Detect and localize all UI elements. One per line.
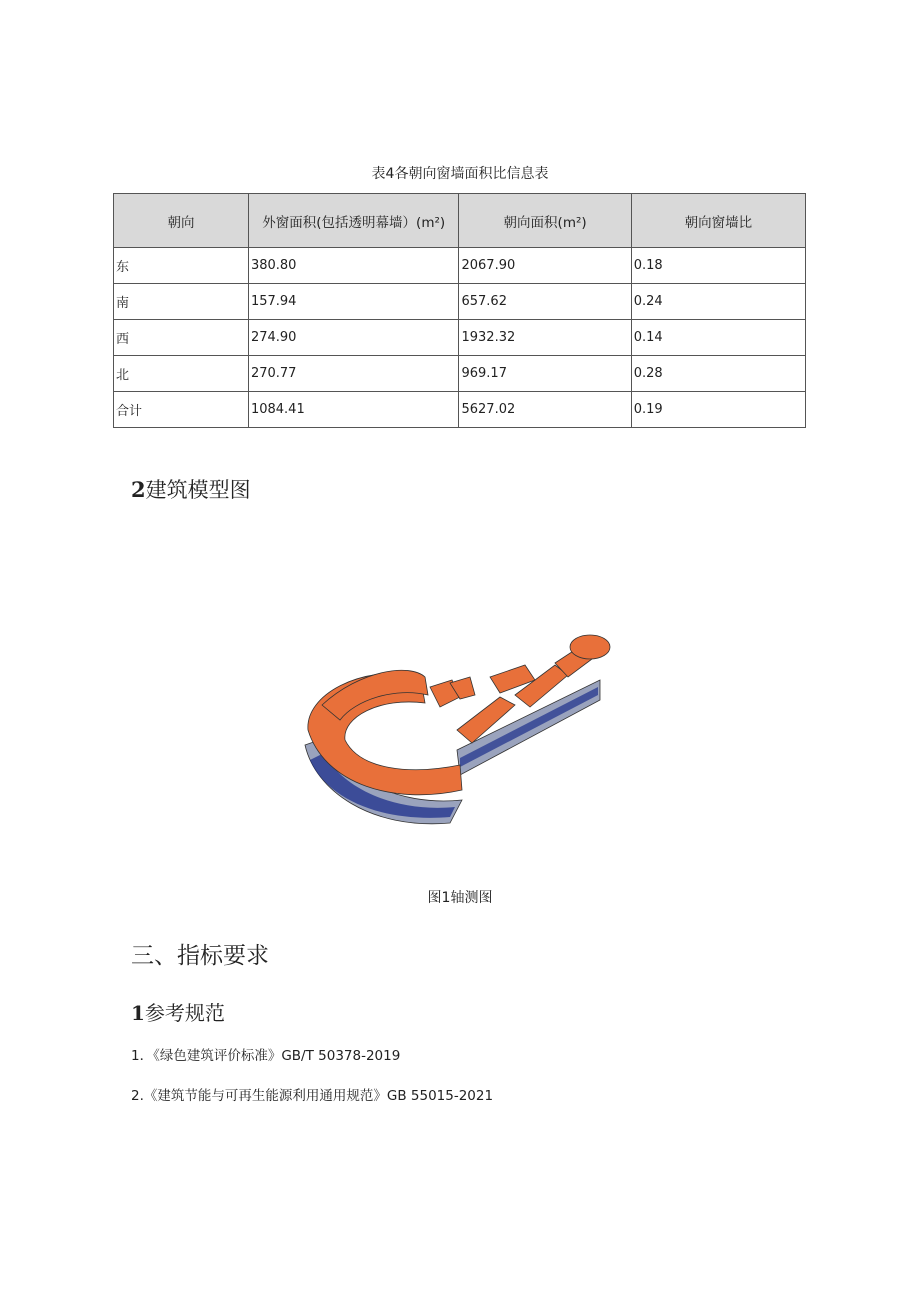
- table-row: [114, 248, 806, 284]
- cell-orientation-area: 1932.32: [459, 320, 631, 356]
- cell-window-area: 270.77: [248, 356, 459, 392]
- cell-orientation: 南: [114, 284, 249, 320]
- table-row: [114, 320, 806, 356]
- cell-ratio: 0.14: [631, 320, 805, 356]
- section-heading-requirements: 三、指标要求: [131, 943, 269, 969]
- header-orientation-area: 朝向面积(m²): [459, 194, 631, 248]
- heading-number: 2: [131, 477, 146, 502]
- heading-title: 建筑模型图: [145, 478, 251, 502]
- cell-orientation: 北: [114, 356, 249, 392]
- table-row-total: [114, 392, 806, 428]
- table-caption: 表4各朝向窗墙面积比信息表: [371, 166, 549, 182]
- building-axonometric-figure: [300, 625, 620, 830]
- table-row: [114, 356, 806, 392]
- cell-ratio: 0.19: [631, 392, 805, 428]
- window-wall-ratio-table: [113, 193, 806, 428]
- reference-item: 1．《绿色建筑评价标准》GB/T 50378-2019: [131, 1048, 401, 1064]
- cell-window-area: 1084.41: [248, 392, 459, 428]
- section-heading-building-model: [131, 474, 251, 504]
- table-header-row: [114, 194, 806, 248]
- cell-orientation-area: 2067.90: [459, 248, 631, 284]
- cell-orientation-area: 5627.02: [459, 392, 631, 428]
- cell-orientation: 东: [114, 248, 249, 284]
- header-orientation: 朝向: [114, 194, 249, 248]
- cell-ratio: 0.28: [631, 356, 805, 392]
- subsection-heading-reference-standards: [131, 997, 225, 1026]
- cell-orientation-area: 657.62: [459, 284, 631, 320]
- rotunda-roof: [570, 635, 610, 659]
- header-window-area: 外窗面积(包括透明幕墙）(m²): [248, 194, 459, 248]
- header-window-wall-ratio: 朝向窗墙比: [631, 194, 805, 248]
- cell-window-area: 380.80: [248, 248, 459, 284]
- cell-orientation-area: 969.17: [459, 356, 631, 392]
- figure-caption: 图1轴测图: [427, 890, 493, 906]
- cell-orientation: 合计: [114, 392, 249, 428]
- cell-ratio: 0.24: [631, 284, 805, 320]
- cell-window-area: 157.94: [248, 284, 459, 320]
- table-row: [114, 284, 806, 320]
- heading-number: 1: [131, 1001, 145, 1025]
- cell-ratio: 0.18: [631, 248, 805, 284]
- heading-title: 参考规范: [144, 1001, 225, 1025]
- cell-orientation: 西: [114, 320, 249, 356]
- cell-window-area: 274.90: [248, 320, 459, 356]
- reference-item: 2.《建筑节能与可再生能源利用通用规范》GB 55015-2021: [131, 1088, 494, 1104]
